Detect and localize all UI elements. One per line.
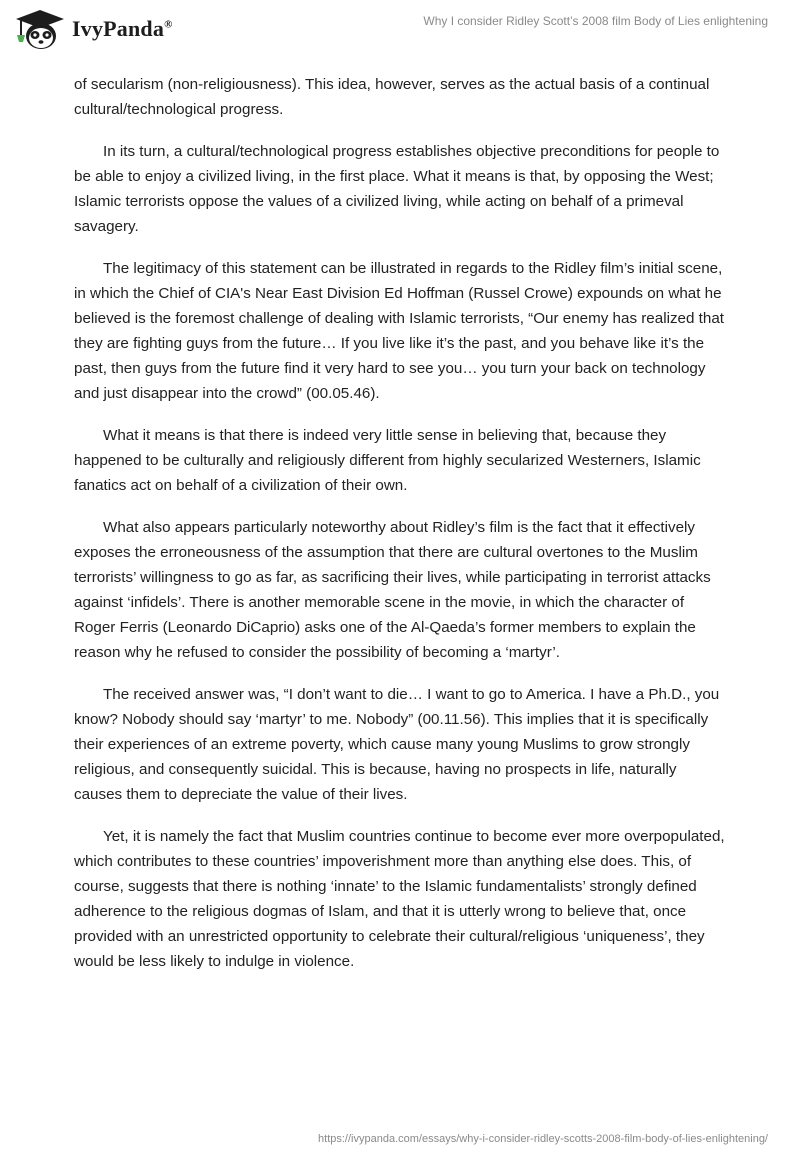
paragraph: Yet, it is namely the fact that Muslim countries continue to become ever more overpopulated, which contributes to these countries’ impoverishment more than anything else does. This, of course, suggests that there is nothing ‘innate’ to the Islamic fundamentalists’ strongly defined adherence to the religious dogmas of Islam, and that it is utterly wrong to believe that, once provided with an unrestricted opportunity to celebrate their cultural/religious ‘uniqueness’, they would be less likely to indulge in violence. [74, 828, 725, 970]
essay-body [74, 72, 726, 991]
document-title: Why I consider Ridley Scott’s 2008 film Body of Lies enlightening [423, 14, 768, 28]
paragraph: of secularism (non-religiousness). This idea, however, serves as the actual basis of a continual cultural/technological progress. [74, 76, 710, 118]
paragraph: What also appears particularly noteworthy about Ridley’s film is the fact that it effectively exposes the erroneousness of the assumption that there are cultural overtones to the Muslim terrorists’ willingness to go as far, as sacrificing their lives, while participating in terrorist attacks against ‘infidels’. There is another memorable scene in the movie, in which the character of Roger Ferris (Leonardo DiCaprio) asks one of the Al-Qaeda’s former members to explain the reason why he refused to consider the possibility of becoming a ‘martyr’. [74, 519, 711, 661]
paragraph: The legitimacy of this statement can be illustrated in regards to the Ridley film’s initial scene, in which the Chief of CIA's Near East Division Ed Hoffman (Russel Crowe) expounds on what he believed is the foremost challenge of dealing with Islamic terrorists, “Our enemy has realized that they are fighting guys from the future… If you live like it’s the past, and you behave like it’s the past, then guys from the future find it very hard to see you… you turn your back on technology and just disappear into the crowd” (00.05.46). [74, 260, 724, 402]
registered-mark: ® [164, 18, 173, 31]
paragraph: What it means is that there is indeed very little sense in believing that, because they happened to be culturally and religiously different from highly secularized Westerners, Islamic fanatics act on behalf of a civilization of their own. [74, 427, 701, 494]
page-header [0, 0, 800, 60]
source-url[interactable]: https://ivypanda.com/essays/why-i-consider-ridley-scotts-2008-film-body-of-lies-enlightening/ [318, 1133, 768, 1145]
paragraph: The received answer was, “I don’t want to die… I want to go to America. I have a Ph.D., you know? Nobody should say ‘martyr’ to me. Nobody” (00.11.56). This implies that it is specifically their experiences of an extreme poverty, which cause many young Muslims to grow strongly religious, and consequently suicidal. This is because, having no prospects in life, naturally causes them to depreciate the value of their lives. [74, 686, 720, 803]
panda-graduate-icon [14, 8, 66, 50]
ivypanda-logo[interactable] [14, 8, 173, 50]
logo-text: IvyPanda® [72, 16, 173, 41]
paragraph: In its turn, a cultural/technological progress establishes objective preconditions for people to be able to enjoy a civilized living, in the first place. What it means is that, by opposing the West; Islamic terrorists oppose the values of a civilized living, while acting on behalf of a primeval savagery. [74, 143, 720, 235]
